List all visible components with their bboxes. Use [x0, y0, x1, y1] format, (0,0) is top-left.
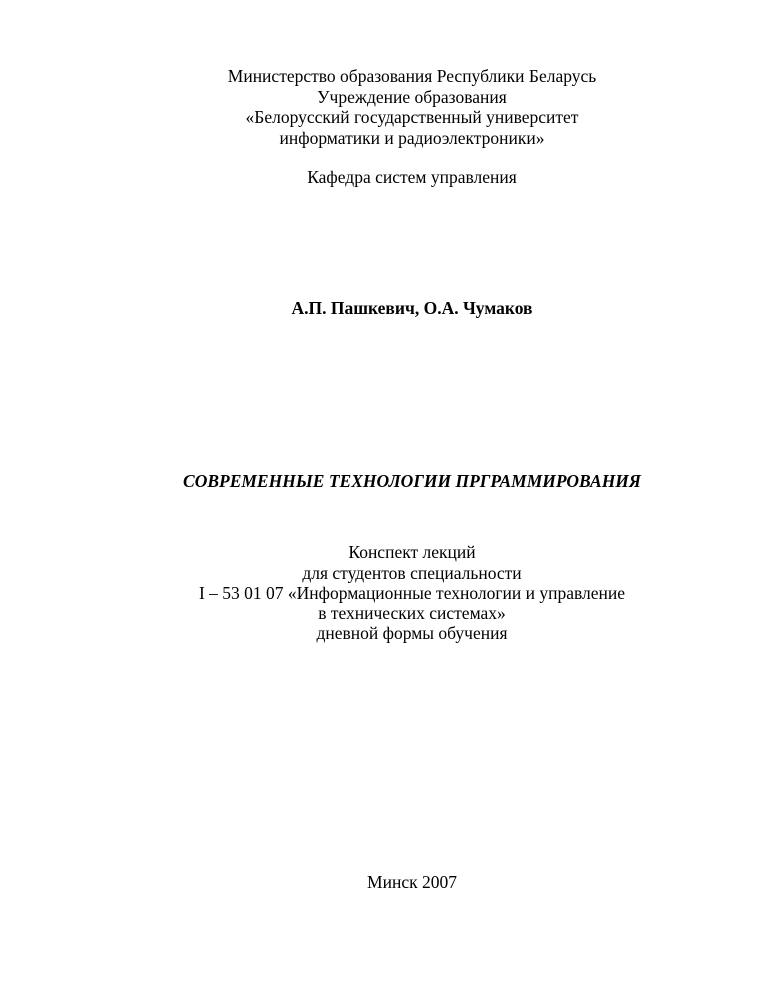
document-title: СОВРЕМЕННЫЕ ТЕХНОЛОГИИ ПРГРАММИРОВАНИЯ: [183, 471, 641, 491]
description-study-form: дневной формы обучения: [316, 623, 508, 643]
description-specialty-line-1: I – 53 01 07 «Информационные технологии и управление: [198, 583, 626, 603]
university-line-2: информатики и радиоэлектроники»: [279, 128, 545, 148]
authors: А.П. Пашкевич, О.А. Чумаков: [291, 298, 533, 318]
description-type: Конспект лекций: [348, 542, 476, 562]
university-line-1: «Белорусский государственный университет: [245, 107, 579, 127]
description-audience: для студентов специальности: [302, 563, 522, 583]
ministry-line: Министерство образования Республики Беларусь: [227, 66, 597, 86]
city-year: Минск 2007: [367, 872, 457, 892]
institution-type-line: Учреждение образования: [317, 87, 507, 107]
description-specialty-line-2: в технических системах»: [318, 603, 506, 623]
department-line: Кафедра систем управления: [307, 167, 517, 187]
